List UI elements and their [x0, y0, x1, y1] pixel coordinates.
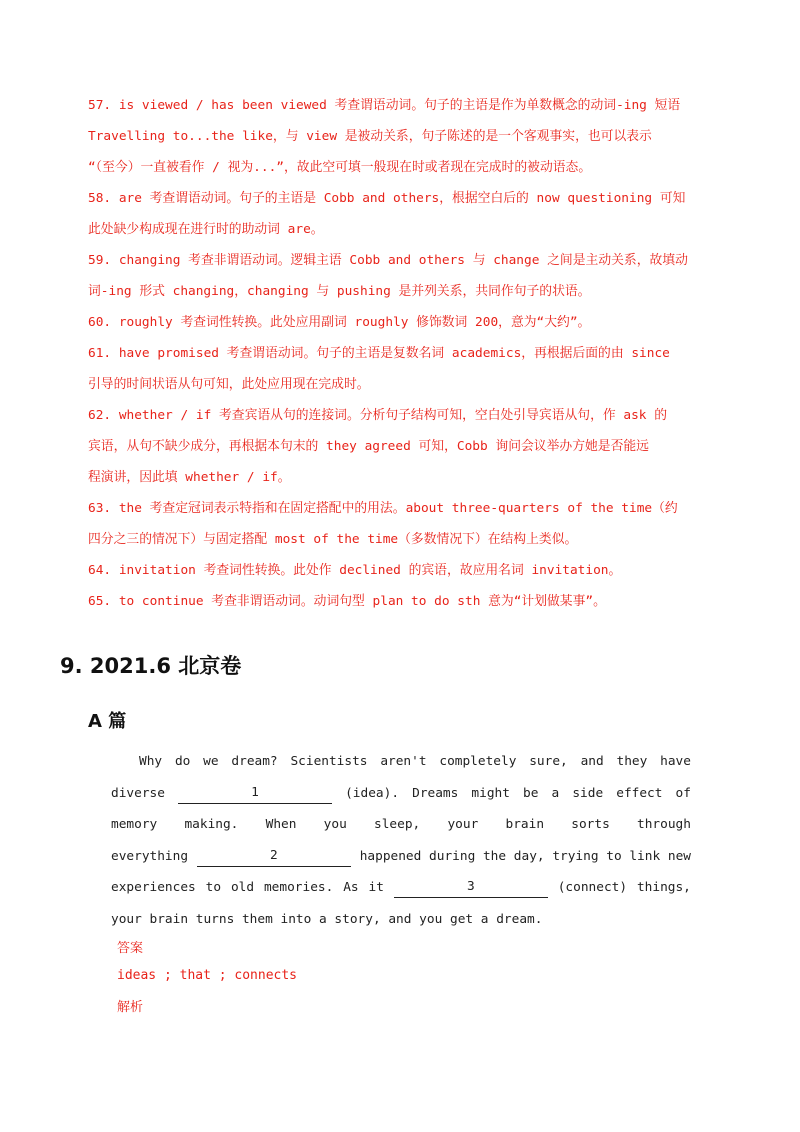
passage-word: have — [660, 754, 691, 769]
explanation-line: 四分之三的情况下）与固定搭配 most of the time（多数情况下）在结构上类似。 — [88, 532, 578, 547]
passage-word: Why — [139, 754, 163, 769]
passage-word: a — [551, 785, 560, 801]
passage-word: diverse — [111, 785, 165, 801]
passage-word: sleep, — [374, 817, 421, 832]
passage-word: making. — [184, 817, 239, 832]
passage-word: memory — [111, 817, 158, 832]
passage-word: of — [675, 785, 691, 801]
passage-word: effect — [616, 785, 663, 801]
passage-word: dream? — [231, 754, 278, 769]
explanation-line: 65. to continue 考查非谓语动词。动词句型 plan to do sth 意为“计划做某事”。 — [88, 594, 606, 609]
passage-word: to — [205, 880, 222, 895]
answer-label: 答案 — [117, 941, 144, 956]
explanation-line: 57. is viewed / has been viewed 考查谓语动词。句子的主语是作为单数概念的动词-ing 短语 — [88, 98, 681, 113]
passage-word: things, — [636, 880, 691, 895]
passage-word: it — [368, 880, 384, 895]
passage-word: When — [265, 817, 297, 832]
passage-word: your — [447, 817, 479, 832]
passage-word: be — [523, 785, 539, 801]
passage-word: experiences — [111, 880, 196, 895]
explanation-line: 63. the 考查定冠词表示特指和在固定搭配中的用法。about three-quarters of the time（约 — [88, 501, 678, 516]
passage-text: happened during the day, trying to link new — [359, 848, 691, 864]
passage-word: do — [174, 754, 191, 769]
answer-text: ideas ; that ; connects — [117, 968, 298, 983]
subsection-title: A 篇 — [88, 711, 127, 732]
passage-word: (connect) — [557, 880, 628, 895]
answer-blank-2[interactable]: 2 — [197, 846, 351, 867]
passage-word: and — [580, 754, 604, 769]
passage-word: through — [637, 817, 691, 832]
explanation-line: 宾语，从句不缺少成分，再根据本句末的 they agreed 可知，Cobb 询问会议举办方她是否能远 — [88, 439, 649, 454]
passage — [111, 746, 691, 935]
answer-blank-1[interactable]: 1 — [178, 783, 332, 804]
explanation-line: 58. are 考查谓语动词。句子的主语是 Cobb and others，根据空白后的 now questioning 可知 — [88, 191, 686, 206]
explanation-line: “（至今）一直被看作 / 视为...”，故此空可填一般现在时或者现在完成时的被动语态。 — [88, 160, 592, 175]
passage-line — [111, 809, 691, 841]
explanation-line: 60. roughly 考查词性转换。此处应用副词 roughly 修饰数词 200，意为“大约”。 — [88, 315, 591, 330]
passage-word: Scientists — [290, 754, 368, 769]
passage-word: everything — [111, 848, 189, 864]
passage-line — [111, 746, 691, 778]
passage-word: might — [471, 785, 510, 801]
passage-word: brain — [505, 817, 545, 832]
explanation-line: 62. whether / if 考查宾语从句的连接词。分析句子结构可知，空白处引导宾语从句，作 ask 的 — [88, 408, 667, 423]
explanation-line: 59. changing 考查非谓语动词。逻辑主语 Cobb and others 与 change 之间是主动关系，故填动 — [88, 253, 688, 268]
passage-word: (idea). — [345, 785, 400, 801]
passage-line — [111, 904, 691, 936]
passage-line — [111, 841, 691, 873]
section-title: 9. 2021.6 北京卷 — [60, 654, 242, 678]
passage-word: sure, — [529, 754, 568, 769]
explanation-line: 程演讲，因此填 whether / if。 — [88, 470, 291, 485]
passage-word: old — [230, 880, 255, 895]
passage-line — [111, 872, 691, 904]
explanation-line: 此处缺少构成现在进行时的助动词 are。 — [88, 222, 324, 237]
passage-word: they — [616, 754, 648, 769]
passage-word: you — [323, 817, 347, 832]
passage-word: Dreams — [412, 785, 459, 801]
explanation-line: 词-ing 形式 changing，changing 与 pushing 是并列关系，共同作句子的状语。 — [88, 284, 591, 299]
explanation-line: 64. invitation 考查词性转换。此处作 declined 的宾语，故应用名词 invitation。 — [88, 563, 622, 578]
explanation-line: Travelling to...the like，与 view 是被动关系，句子陈述的是一个客观事实，也可以表示 — [88, 129, 652, 144]
explanations-block — [88, 90, 728, 617]
passage-word: memories. — [263, 880, 334, 895]
passage-text: your brain turns them into a story, and you get a dream. — [111, 911, 543, 927]
explanation-line: 61. have promised 考查谓语动词。句子的主语是复数名词 academics，再根据后面的由 since — [88, 346, 670, 361]
passage-word: completely — [439, 754, 517, 769]
passage-word: we — [203, 754, 219, 769]
passage-word: side — [572, 785, 604, 801]
answer-blank-3[interactable]: 3 — [394, 877, 548, 898]
passage-word: aren't — [380, 754, 427, 769]
analysis-label: 解析 — [117, 1000, 144, 1015]
explanation-line: 引导的时间状语从句可知，此处应用现在完成时。 — [88, 377, 370, 392]
passage-word: sorts — [571, 817, 610, 832]
passage-line — [111, 778, 691, 810]
passage-word: As — [343, 880, 359, 895]
